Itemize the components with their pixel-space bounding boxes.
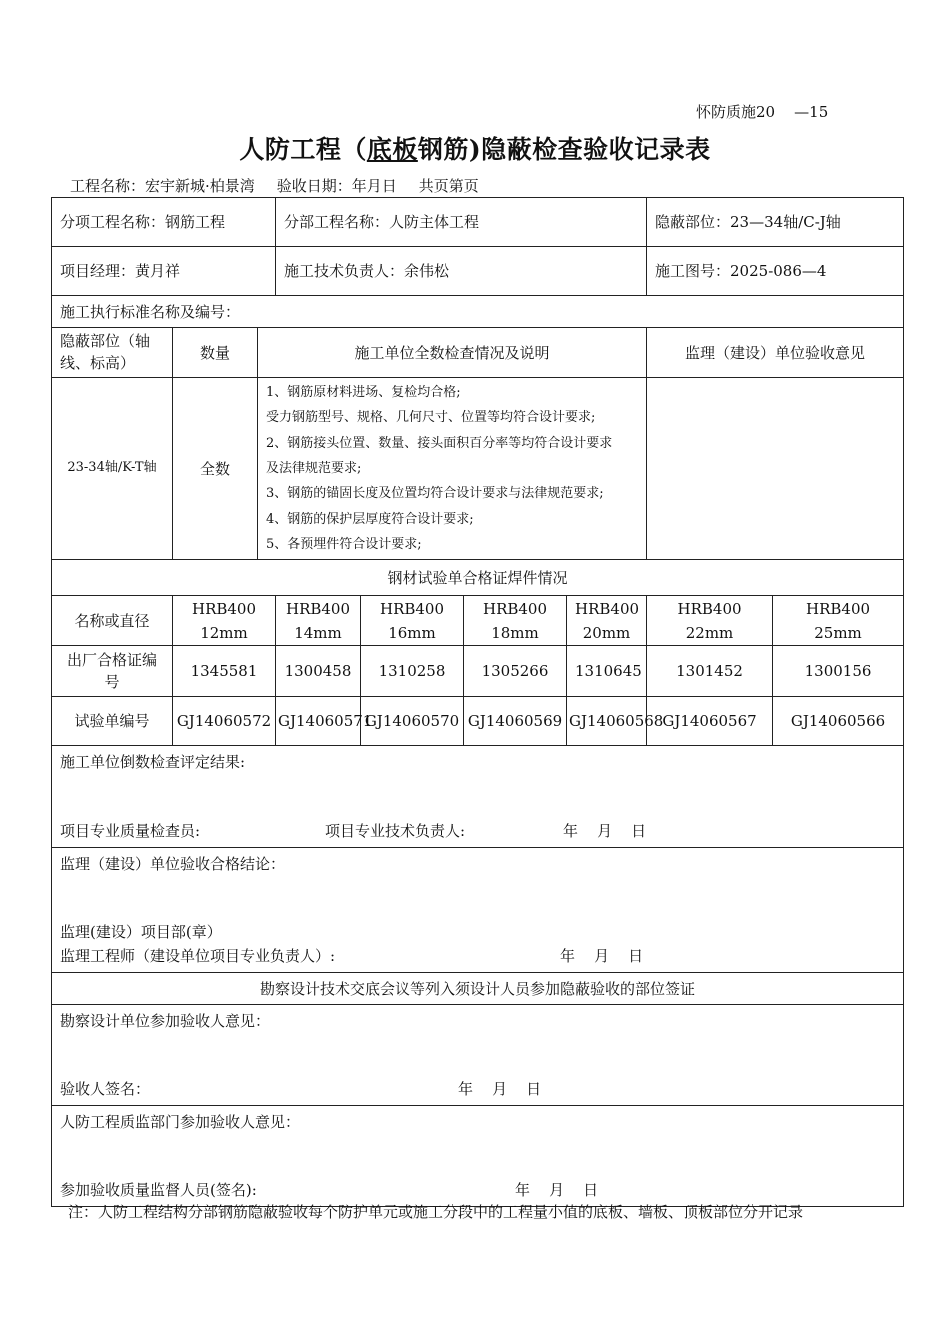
- supervision-engineer: 监理工程师（建设单位项目专业负责人）:: [60, 947, 336, 966]
- test-number: GJ14060566: [773, 697, 904, 746]
- steel-size: 18mm: [491, 623, 539, 642]
- cert-number: 1301452: [647, 646, 773, 697]
- note-line: 及法律规范要求;: [266, 461, 362, 477]
- note-line: 2、钢筋接头位置、数量、接头面积百分率等均符合设计要求: [266, 435, 613, 451]
- construction-result-block: [52, 746, 904, 848]
- survey-section-title: 勘察设计技术交底会议等列入须设计人员参加隐蔽验收的部位签证: [52, 973, 904, 1005]
- record-table: [51, 197, 904, 1207]
- inspection-notes: [258, 378, 647, 560]
- technical-lead: 施工技术负责人：余伟松: [276, 247, 647, 296]
- sub-item-name: 分项工程名称：钢筋工程: [52, 198, 276, 247]
- test-number: GJ14060569: [464, 697, 567, 746]
- test-number: GJ14060572: [173, 697, 276, 746]
- survey-block: [52, 1005, 904, 1106]
- row-label-test: 试验单编号: [52, 697, 173, 746]
- steel-spec: [464, 596, 567, 646]
- header-supervision-opinion: 监理（建设）单位验收意见: [647, 328, 904, 378]
- steel-size: 16mm: [388, 623, 436, 642]
- inspection-quantity: 全数: [173, 378, 258, 560]
- steel-spec: [173, 596, 276, 646]
- header-quantity: 数量: [173, 328, 258, 378]
- civil-defense-sign: 参加验收质量监督人员(签名):: [60, 1181, 257, 1200]
- cert-number: 1345581: [173, 646, 276, 697]
- cert-number: 1305266: [464, 646, 567, 697]
- steel-grade: HRB400: [806, 599, 871, 618]
- civil-defense-title: 人防工程质监部门参加验收人意见：: [60, 1113, 301, 1132]
- survey-title: 勘察设计单位参加验收人意见：: [60, 1012, 271, 1031]
- cert-number: 1310258: [361, 646, 464, 697]
- test-number: GJ14060568: [567, 697, 647, 746]
- steel-spec: [567, 596, 647, 646]
- test-number: GJ14060570: [361, 697, 464, 746]
- supervision-block: [52, 848, 904, 973]
- civil-defense-block: [52, 1106, 904, 1207]
- cert-number: 1310645: [567, 646, 647, 697]
- cert-number: 1300458: [276, 646, 361, 697]
- steel-spec: [773, 596, 904, 646]
- steel-size: 22mm: [685, 623, 734, 642]
- steel-spec: [276, 596, 361, 646]
- title-prefix: 人防工程（: [239, 135, 367, 164]
- note-line: 1、钢筋原材料进场、复检均合格;: [266, 385, 461, 400]
- steel-size: 20mm: [582, 623, 631, 642]
- steel-grade: HRB400: [379, 599, 445, 618]
- steel-grade: HRB400: [285, 599, 351, 618]
- steel-size: 14mm: [294, 623, 342, 642]
- note-line: 5、各预埋件符合设计要求;: [266, 537, 422, 553]
- steel-spec: [647, 596, 773, 646]
- note-line: 4、钢筋的保护层厚度符合设计要求;: [266, 511, 474, 527]
- supervision-title: 监理（建设）单位验收合格结论：: [60, 855, 286, 874]
- row-label-cert: 出厂合格证编号: [52, 646, 173, 697]
- page-title: [0, 130, 950, 166]
- steel-section-title: 钢材试验单合格证焊件情况: [52, 560, 904, 596]
- test-number: GJ14060567: [647, 697, 773, 746]
- header-meta: [70, 175, 501, 196]
- division-name: 分部工程名称：人防主体工程: [276, 198, 647, 247]
- footnote: 注：人防工程结构分部钢筋隐蔽验收每个防护单元或施工分段中的工程量小值的底板、墙板、顶板部位分开记录: [68, 1203, 804, 1221]
- steel-grade: HRB400: [677, 599, 742, 618]
- survey-sign: 验收人签名：: [60, 1080, 151, 1099]
- project-manager: 项目经理：黄月祥: [52, 247, 276, 296]
- steel-grade: HRB400: [482, 599, 548, 618]
- supervision-dept: 监理(建设）项目部(章）: [60, 923, 222, 942]
- document-code: 怀防质施20 —15: [696, 103, 829, 121]
- steel-size: 25mm: [814, 623, 862, 642]
- acceptance-date: 验收日期：年月日: [276, 177, 397, 195]
- supervision-opinion: [647, 378, 904, 560]
- construction-result-title: 施工单位倒数检查评定结果:: [60, 753, 246, 772]
- steel-spec: [361, 596, 464, 646]
- test-number: GJ14060571: [276, 697, 361, 746]
- note-line: 3、钢筋的锚固长度及位置均符合设计要求与法律规范要求;: [266, 486, 604, 502]
- construction-date: 年 月 日: [563, 822, 647, 841]
- inspection-location: 23-34轴/K-T轴: [52, 378, 173, 560]
- cert-number: 1300156: [773, 646, 904, 697]
- steel-size: 12mm: [200, 623, 248, 642]
- row-label-spec: 名称或直径: [52, 596, 173, 646]
- header-location: 隐蔽部位（轴线、标高）: [52, 328, 173, 378]
- title-suffix: 钢筋)隐蔽检查验收记录表: [417, 135, 711, 164]
- drawing-number: 施工图号：2025-086—4: [647, 247, 904, 296]
- hidden-location: 隐蔽部位：23—34轴/C-J轴: [647, 198, 904, 247]
- standard-name: 施工执行标准名称及编号：: [52, 296, 904, 328]
- header-check-description: 施工单位全数检查情况及说明: [258, 328, 647, 378]
- steel-grade: HRB400: [191, 599, 257, 618]
- civil-defense-date: 年 月 日: [515, 1181, 599, 1200]
- page-count: 共页第页: [418, 177, 479, 195]
- survey-date: 年 月 日: [458, 1080, 542, 1099]
- tech-lead-label: 项目专业技术负责人:: [325, 822, 466, 841]
- steel-grade: HRB400: [575, 599, 640, 618]
- project-name: 工程名称：宏宇新城·柏景湾: [70, 177, 255, 195]
- title-underlined: 底板: [366, 135, 418, 164]
- quality-inspector-label: 项目专业质量检查员:: [60, 822, 201, 841]
- supervision-date: 年 月 日: [560, 947, 644, 966]
- note-line: 受力钢筋型号、规格、几何尺寸、位置等均符合设计要求;: [266, 410, 596, 426]
